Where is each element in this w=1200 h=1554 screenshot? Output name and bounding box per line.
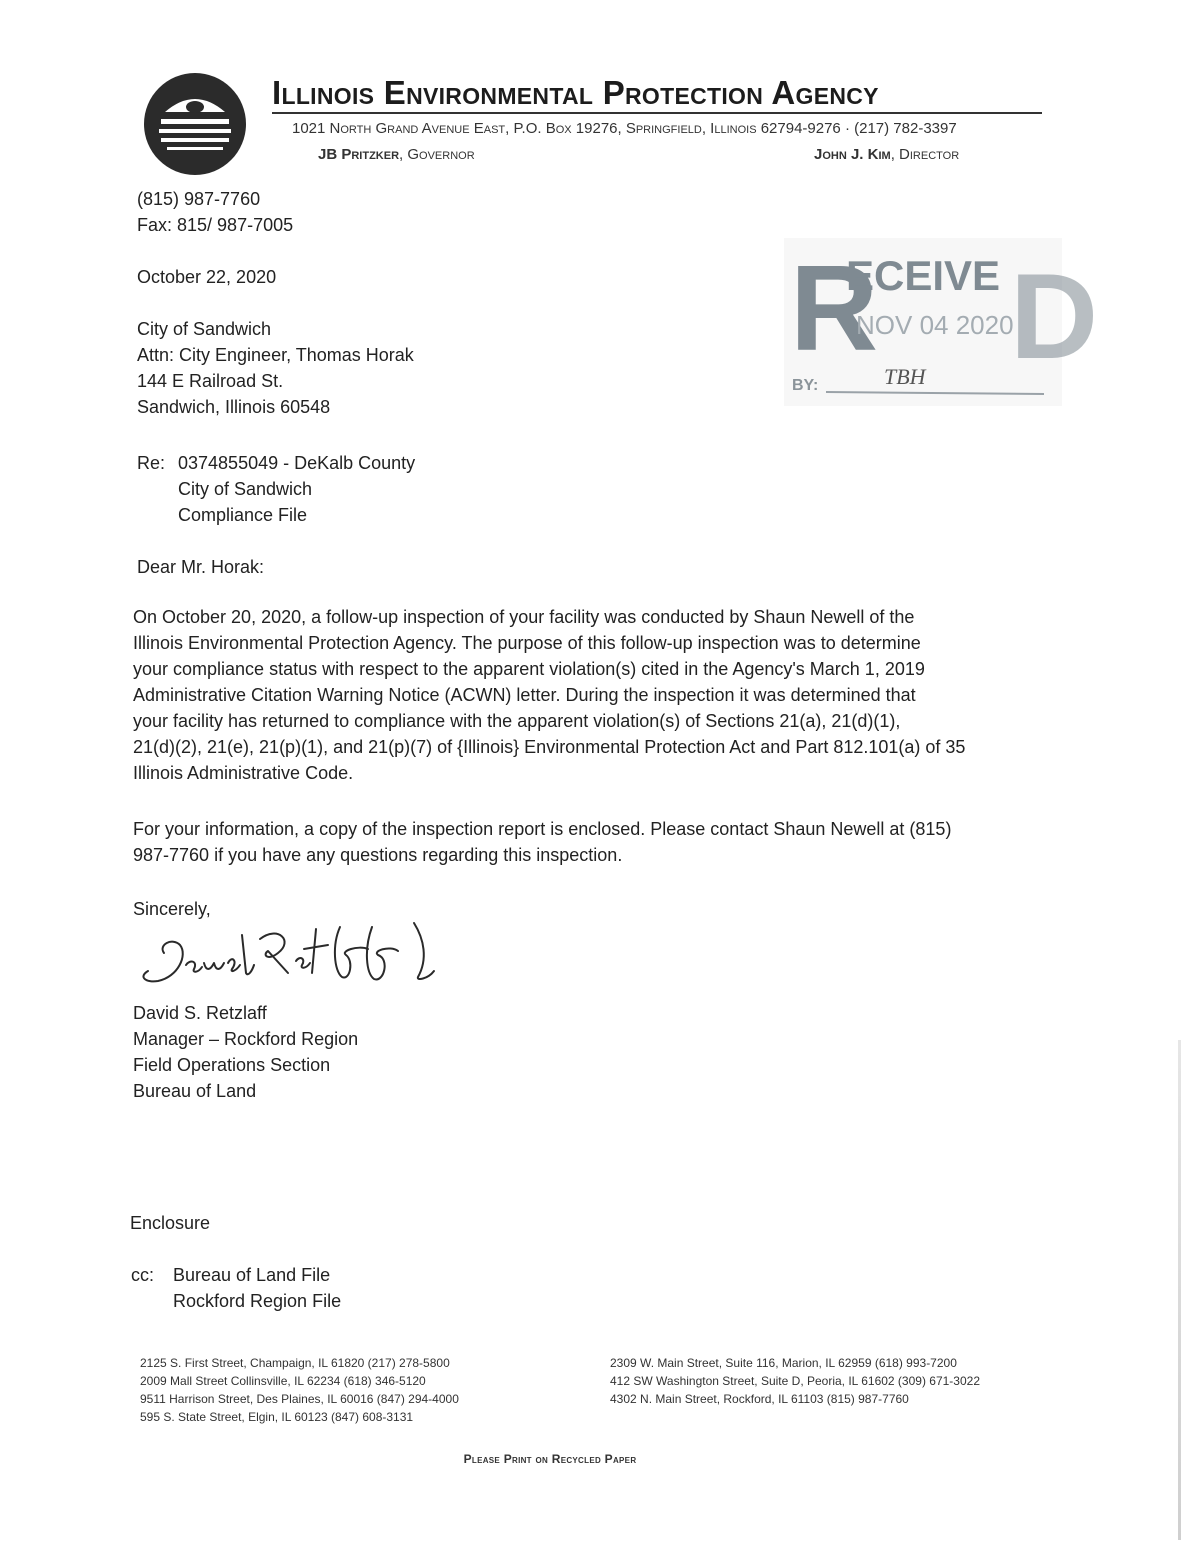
footer-office: 595 S. State Street, Elgin, IL 60123 (847) 608-3131	[140, 1410, 414, 1424]
reference-line-2: City of Sandwich	[178, 479, 313, 499]
recipient-line-4: Sandwich, Illinois 60548	[137, 397, 331, 417]
signer-section: Field Operations Section	[133, 1055, 331, 1075]
director-line	[814, 146, 959, 163]
paragraph-1-line: Administrative Citation Warning Notice (ACWN) letter. During the inspection it was determined that	[133, 685, 916, 705]
body-paragraph-2	[133, 816, 1063, 868]
signer-name: David S. Retzlaff	[133, 1003, 267, 1023]
stamp-word: ECEIVE	[846, 252, 1001, 299]
stamp-letter-r: R	[790, 240, 879, 376]
paragraph-2-line: 987-7760 if you have any questions regarding this inspection.	[133, 845, 623, 865]
agency-name: Illinois Environmental Protection Agency	[272, 74, 879, 111]
reference-label: Re:	[137, 453, 166, 473]
recipient-line-2: Attn: City Engineer, Thomas Horak	[137, 345, 414, 365]
footer-office: 4302 N. Main Street, Rockford, IL 61103 (815) 987-7760	[610, 1392, 909, 1406]
stamp-initials: TBH	[884, 364, 926, 389]
footer-offices-right	[610, 1354, 980, 1408]
agency-address: 1021 North Grand Avenue East, P.O. Box 19276, Springfield, Illinois 62794-9276 · (217) 782-3397	[292, 120, 957, 137]
stamp-by-label: BY:	[792, 377, 819, 394]
paragraph-1-line: On October 20, 2020, a follow-up inspection of your facility was conducted by Shaun Newell of the	[133, 607, 915, 627]
footer-office: 2009 Mall Street Collinsville, IL 62234 (618) 346-5120	[140, 1374, 426, 1388]
director-title: , Director	[890, 146, 960, 163]
signature	[128, 915, 468, 1005]
enclosure-note: Enclosure	[130, 1213, 211, 1233]
governor-title: , Governor	[399, 146, 475, 163]
reference-line-3: Compliance File	[178, 505, 308, 525]
paragraph-1-line: Illinois Administrative Code.	[133, 763, 354, 783]
closing: Sincerely,	[133, 899, 211, 919]
received-stamp	[784, 238, 1099, 406]
director-name: John J. Kim	[814, 146, 891, 163]
paragraph-2-line: For your information, a copy of the inspection report is enclosed. Please contact Shaun Newell at (815)	[133, 819, 952, 839]
footer-office: 9511 Harrison Street, Des Plaines, IL 60016 (847) 294-4000	[140, 1392, 459, 1406]
paragraph-1-line: your compliance status with respect to the apparent violation(s) cited in the Agency's March 1, 2019	[133, 659, 925, 679]
paragraph-1-line: 21(d)(2), 21(e), 21(p)(1), and 21(p)(7) of {Illinois} Environmental Protection Act and Part 812.101(a) of 35	[133, 737, 966, 757]
contact-phone: (815) 987-7760	[137, 189, 261, 209]
reference-line-1: 0374855049 - DeKalb County	[178, 453, 416, 473]
body-paragraph-1	[133, 604, 1063, 786]
footer-office: 2125 S. First Street, Champaign, IL 61820 (217) 278-5800	[140, 1356, 450, 1370]
signer-bureau: Bureau of Land	[133, 1081, 257, 1101]
cc-label: cc:	[131, 1265, 155, 1285]
stamp-letter-d: D	[1010, 248, 1099, 384]
agency-logo	[143, 72, 247, 176]
paragraph-1-line: Illinois Environmental Protection Agency. The purpose of this follow-up inspection was to determine	[133, 633, 921, 653]
title-divider	[272, 112, 1042, 114]
recipient-line-3: 144 E Railroad St.	[137, 371, 284, 391]
paragraph-1-line: your facility has returned to compliance with the apparent violation(s) of Sections 21(a), 21(d)(1),	[133, 711, 901, 731]
contact-fax: Fax: 815/ 987-7005	[137, 215, 294, 235]
footer-offices-left	[140, 1354, 459, 1426]
footer-office: 412 SW Washington Street, Suite D, Peoria, IL 61602 (309) 671-3022	[610, 1374, 980, 1388]
stamp-date: NOV 04 2020	[856, 310, 1014, 340]
cc-line-1: Bureau of Land File	[173, 1265, 331, 1285]
governor-name: JB Pritzker	[318, 146, 400, 163]
recipient-line-1: City of Sandwich	[137, 319, 272, 339]
cc-line-2: Rockford Region File	[173, 1291, 342, 1311]
governor-line	[318, 146, 475, 163]
scan-edge	[1178, 1040, 1181, 1540]
salutation: Dear Mr. Horak:	[137, 557, 265, 577]
letter-date: October 22, 2020	[137, 267, 277, 287]
signer-title: Manager – Rockford Region	[133, 1029, 359, 1049]
print-note: Please Print on Recycled Paper	[463, 1452, 637, 1466]
footer-office: 2309 W. Main Street, Suite 116, Marion, IL 62959 (618) 993-7200	[610, 1356, 957, 1370]
